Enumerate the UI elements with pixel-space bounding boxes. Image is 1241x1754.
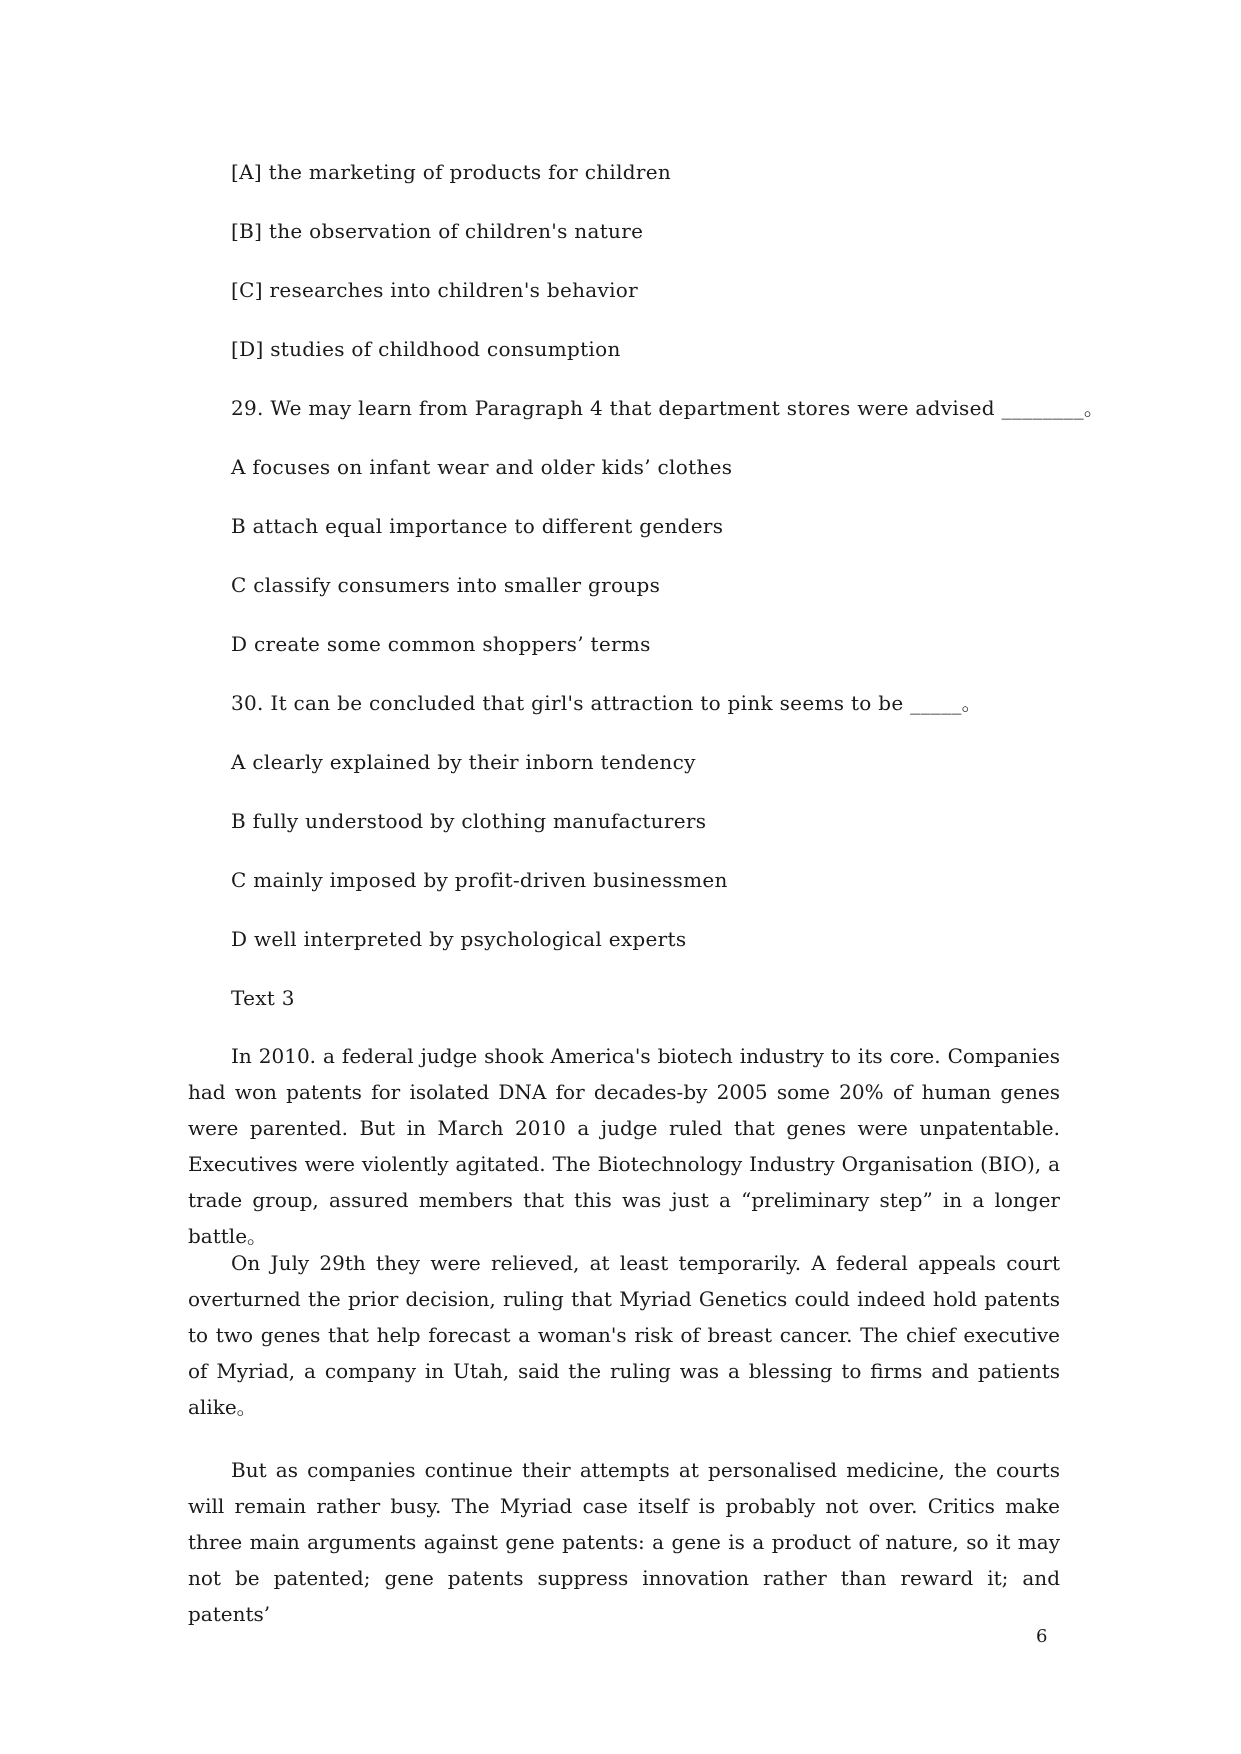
text3-paragraph-2: [188, 1245, 1060, 1425]
q29-option-a: A focuses on infant wear and older kids’ clothes: [231, 455, 733, 479]
q30-option-b: B fully understood by clothing manufacturers: [231, 809, 707, 833]
text3-heading: Text 3: [231, 986, 295, 1010]
q29-stem: 29. We may learn from Paragraph 4 that department stores were advised ________。: [231, 396, 1105, 420]
q30-option-a: A clearly explained by their inborn tendency: [231, 750, 696, 774]
text3-paragraph-3: [188, 1452, 1060, 1632]
q30-option-c: C mainly imposed by profit-driven businessmen: [231, 868, 728, 892]
page-number: 6: [1036, 1626, 1048, 1647]
q28-option-a: [A] the marketing of products for children: [231, 160, 672, 184]
q29-option-b: B attach equal importance to different genders: [231, 514, 724, 538]
paragraph-text: On July 29th they were relieved, at least temporarily. A federal appeals court overturned the prior decision, ruling that Myriad Genetics could indeed hold patents to two genes that help forecast a woman's risk of breast cancer. The chief executive of Myriad, a company in Utah, said the ruling was a blessing to firms and patients alike。: [188, 1251, 1060, 1419]
q28-option-c: [C] researches into children's behavior: [231, 278, 639, 302]
q28-option-d: [D] studies of childhood consumption: [231, 337, 621, 361]
q30-stem: 30. It can be concluded that girl's attraction to pink seems to be _____。: [231, 691, 982, 715]
q30-option-d: D well interpreted by psychological experts: [231, 927, 687, 951]
q29-option-d: D create some common shoppers’ terms: [231, 632, 651, 656]
q28-option-b: [B] the observation of children's nature: [231, 219, 644, 243]
paragraph-text: In 2010. a federal judge shook America's biotech industry to its core. Companies had won patents for isolated DNA for decades-by 2005 some 20% of human genes were parented. But in March 2010 a judge ruled that genes were unpatentable. Executives were violently agitated. The Biotechnology Industry Organisation (BIO), a trade group, assured members that this was just a “preliminary step” in a longer battle。: [188, 1044, 1060, 1248]
text3-paragraph-1: [188, 1038, 1060, 1254]
q29-option-c: C classify consumers into smaller groups: [231, 573, 661, 597]
paragraph-text: But as companies continue their attempts at personalised medicine, the courts will remain rather busy. The Myriad case itself is probably not over. Critics make three main arguments against gene patents: a gene is a product of nature, so it may not be patented; gene patents suppress innovation rather than reward it; and patents’: [188, 1458, 1060, 1626]
